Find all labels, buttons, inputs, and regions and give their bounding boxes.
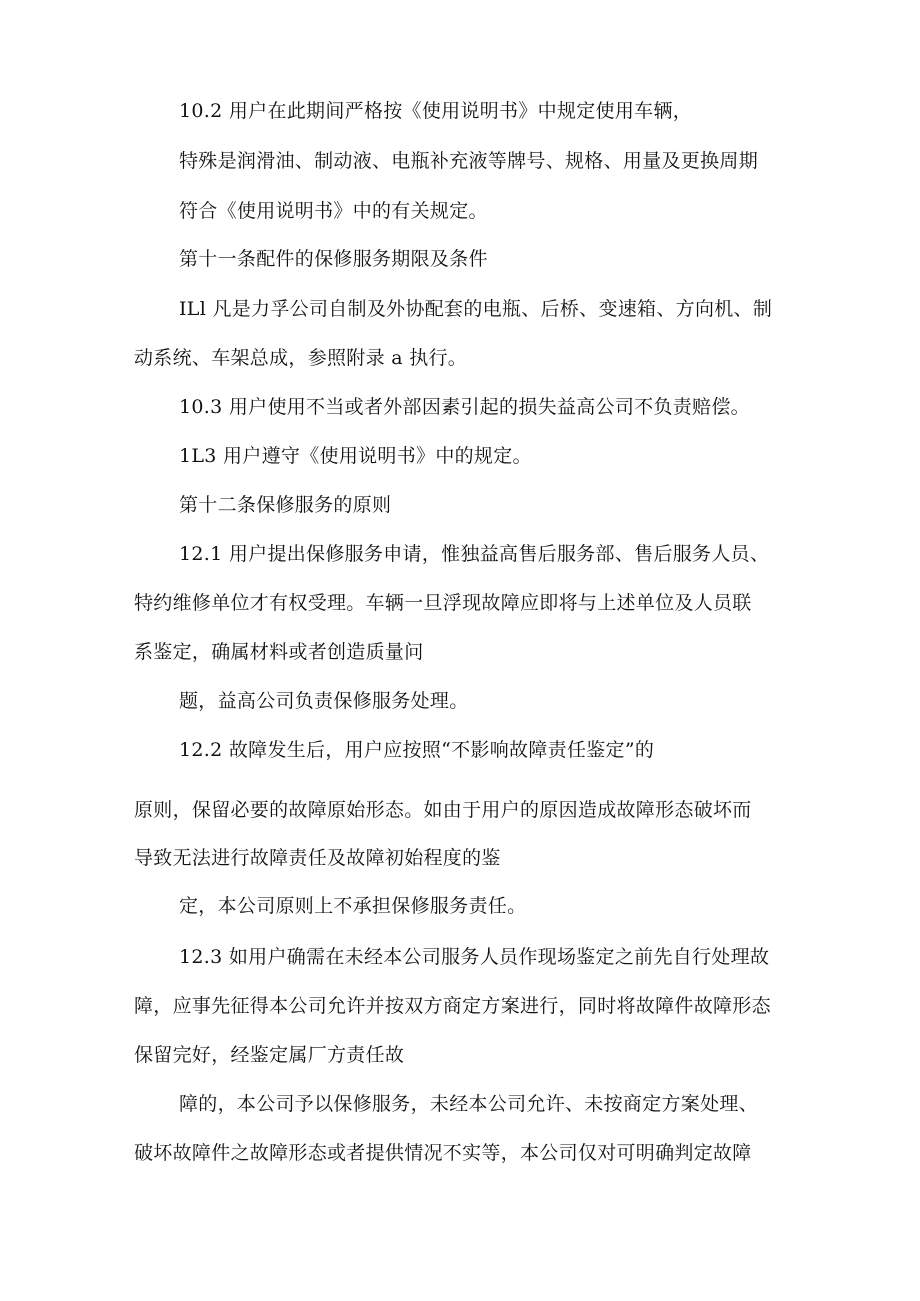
paragraph-11-1-line-1: ILl 凡是力孚公司自制及外协配套的电瓶、后桥、变速箱、方向机、制 [179, 298, 773, 320]
paragraph-11-3: 1L3 用户遵守《使用说明书》中的规定。 [179, 445, 532, 467]
paragraph-12-3-line-4: 障的，本公司予以保修服务，未经本公司允许、未按商定方案处理、 [179, 1093, 759, 1115]
paragraph-12-3-line-1: 12.3 如用户确需在未经本公司服务人员作现场鉴定之前先自行处理故 [179, 946, 770, 968]
article-12-heading: 第十二条保修服务的原则 [179, 494, 392, 516]
article-11-heading: 第十一条配件的保修服务期限及条件 [179, 248, 488, 270]
paragraph-10-2-line-1: 10.2 用户在此期间严格按《使用说明书》中规定使用车辆， [179, 100, 693, 122]
paragraph-12-3-line-2: 障，应事先征得本公司允许并按双方商定方案进行，同时将故障件故障形态 [134, 995, 771, 1017]
paragraph-12-2-line-2: 原则，保留必要的故障原始形态。如由于用户的原因造成故障形态破坏而 [134, 799, 752, 821]
paragraph-12-3-line-5: 破坏故障件之故障形态或者提供情况不实等，本公司仅对可明确判定故障 [134, 1142, 752, 1164]
paragraph-10-2-line-2: 特殊是润滑油、制动液、电瓶补充液等牌号、规格、用量及更换周期 [179, 150, 759, 172]
paragraph-12-1-line-2: 特约维修单位才有权受理。车辆一旦浮现故障应即将与上述单位及人员联 [134, 592, 752, 614]
paragraph-12-2-line-1: 12.2 故障发生后，用户应按照“不影响故障责任鉴定”的 [179, 739, 655, 761]
paragraph-12-2-line-3: 导致无法进行故障责任及故障初始程度的鉴 [134, 847, 501, 869]
paragraph-11-1-line-2: 动系统、车架总成，参照附录 a 执行。 [134, 347, 468, 369]
paragraph-12-1-line-4: 题，益高公司负责保修服务处理。 [179, 690, 469, 712]
paragraph-12-2-line-4: 定，本公司原则上不承担保修服务责任。 [179, 895, 527, 917]
paragraph-12-3-line-3: 保留完好，经鉴定属厂方责任故 [134, 1044, 405, 1066]
paragraph-10-3: 10.3 用户使用不当或者外部因素引起的损失益高公司不负责赔偿。 [179, 396, 750, 418]
paragraph-12-1-line-1: 12.1 用户提出保修服务申请，惟独益高售后服务部、售后服务人员、 [179, 543, 770, 565]
paragraph-10-2-line-3: 符合《使用说明书》中的有关规定。 [179, 200, 488, 222]
paragraph-12-1-line-3: 系鉴定，确属材料或者创造质量问 [134, 641, 424, 663]
